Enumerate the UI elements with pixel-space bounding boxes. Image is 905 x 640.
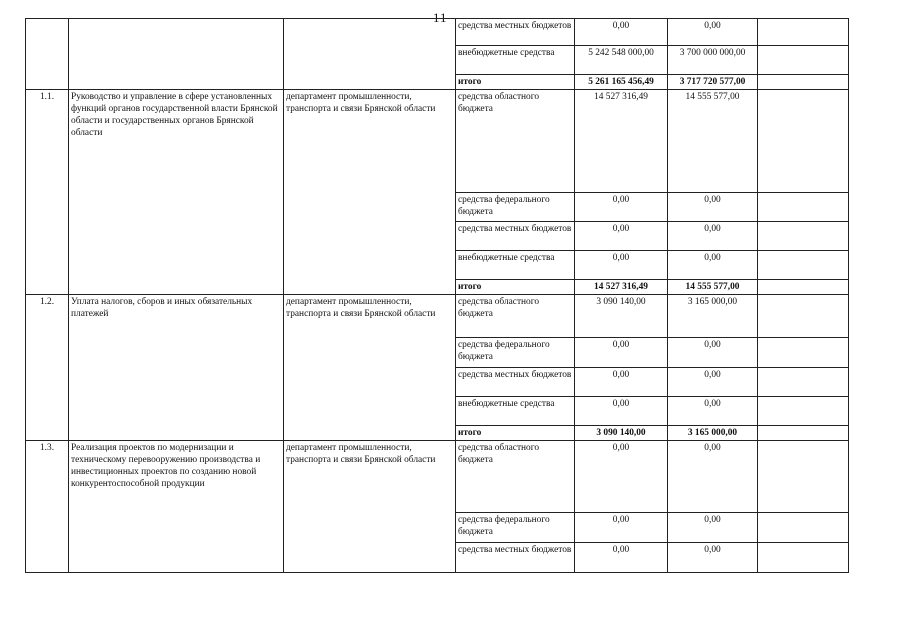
blank-cell — [758, 193, 849, 222]
table-row — [26, 90, 849, 193]
table-row — [26, 19, 849, 46]
value-year-2: 0,00 — [668, 338, 758, 368]
value-year-2: 0,00 — [668, 441, 758, 513]
blank-cell — [758, 513, 849, 543]
item-executor: департамент промышленности, транспорта и связи Брянской области — [284, 295, 456, 441]
page-number: 11 — [433, 10, 448, 25]
funding-source: средства областного бюджета — [456, 90, 575, 193]
value-year-2: 3 700 000 000,00 — [668, 46, 758, 75]
funding-source: итого — [456, 75, 575, 90]
funding-source: внебюджетные средства — [456, 397, 575, 426]
value-year-1: 0,00 — [575, 222, 668, 251]
funding-source: итого — [456, 426, 575, 441]
funding-source: средства федерального бюджета — [456, 513, 575, 543]
value-year-1: 0,00 — [575, 397, 668, 426]
value-year-1: 14 527 316,49 — [575, 90, 668, 193]
item-executor — [284, 19, 456, 90]
budget-table — [25, 18, 849, 573]
value-year-1: 0,00 — [575, 513, 668, 543]
value-year-2: 0,00 — [668, 193, 758, 222]
value-year-1: 0,00 — [575, 441, 668, 513]
blank-cell — [758, 295, 849, 338]
funding-source: средства федерального бюджета — [456, 338, 575, 368]
blank-cell — [758, 426, 849, 441]
value-year-1: 0,00 — [575, 368, 668, 397]
value-year-2: 0,00 — [668, 397, 758, 426]
value-year-2: 3 165 000,00 — [668, 295, 758, 338]
value-year-1: 0,00 — [575, 193, 668, 222]
value-year-1: 0,00 — [575, 19, 668, 46]
value-year-1: 0,00 — [575, 543, 668, 573]
value-year-2: 0,00 — [668, 513, 758, 543]
funding-source: средства местных бюджетов — [456, 222, 575, 251]
value-year-2: 0,00 — [668, 543, 758, 573]
blank-cell — [758, 75, 849, 90]
blank-cell — [758, 543, 849, 573]
item-number — [26, 19, 69, 90]
table-row — [26, 295, 849, 338]
item-name: Уплата налогов, сборов и иных обязательных платежей — [69, 295, 284, 441]
value-year-1: 3 090 140,00 — [575, 426, 668, 441]
blank-cell — [758, 90, 849, 193]
blank-cell — [758, 222, 849, 251]
item-number: 1.2. — [26, 295, 69, 441]
blank-cell — [758, 280, 849, 295]
value-year-1: 0,00 — [575, 338, 668, 368]
blank-cell — [758, 46, 849, 75]
value-year-2: 0,00 — [668, 222, 758, 251]
value-year-1: 5 242 548 000,00 — [575, 46, 668, 75]
blank-cell — [758, 368, 849, 397]
value-year-1: 14 527 316,49 — [575, 280, 668, 295]
value-year-2: 3 165 000,00 — [668, 426, 758, 441]
item-executor: департамент промышленности, транспорта и связи Брянской области — [284, 441, 456, 573]
value-year-1: 3 090 140,00 — [575, 295, 668, 338]
value-year-2: 14 555 577,00 — [668, 280, 758, 295]
item-name: Реализация проектов по модернизации и техническому перевооружению производства и инвестиционных проектов по созданию новой конкурентоспособной продукции — [69, 441, 284, 573]
funding-source: внебюджетные средства — [456, 46, 575, 75]
item-executor: департамент промышленности, транспорта и связи Брянской области — [284, 90, 456, 295]
item-name — [69, 19, 284, 90]
table-row — [26, 441, 849, 513]
funding-source: средства областного бюджета — [456, 295, 575, 338]
funding-source: средства областного бюджета — [456, 441, 575, 513]
blank-cell — [758, 251, 849, 280]
blank-cell — [758, 397, 849, 426]
funding-source: итого — [456, 280, 575, 295]
funding-source: средства федерального бюджета — [456, 193, 575, 222]
item-number: 1.1. — [26, 90, 69, 295]
funding-source: средства местных бюджетов — [456, 19, 575, 46]
funding-source: внебюджетные средства — [456, 251, 575, 280]
blank-cell — [758, 338, 849, 368]
value-year-1: 5 261 165 456,49 — [575, 75, 668, 90]
value-year-2: 0,00 — [668, 368, 758, 397]
value-year-2: 0,00 — [668, 251, 758, 280]
blank-cell — [758, 19, 849, 46]
blank-cell — [758, 441, 849, 513]
funding-source: средства местных бюджетов — [456, 543, 575, 573]
funding-source: средства местных бюджетов — [456, 368, 575, 397]
value-year-1: 0,00 — [575, 251, 668, 280]
value-year-2: 3 717 720 577,00 — [668, 75, 758, 90]
item-number: 1.3. — [26, 441, 69, 573]
value-year-2: 0,00 — [668, 19, 758, 46]
item-name: Руководство и управление в сфере установленных функций органов государственной власти Брянской области и государственных органов Брянской области — [69, 90, 284, 295]
value-year-2: 14 555 577,00 — [668, 90, 758, 193]
